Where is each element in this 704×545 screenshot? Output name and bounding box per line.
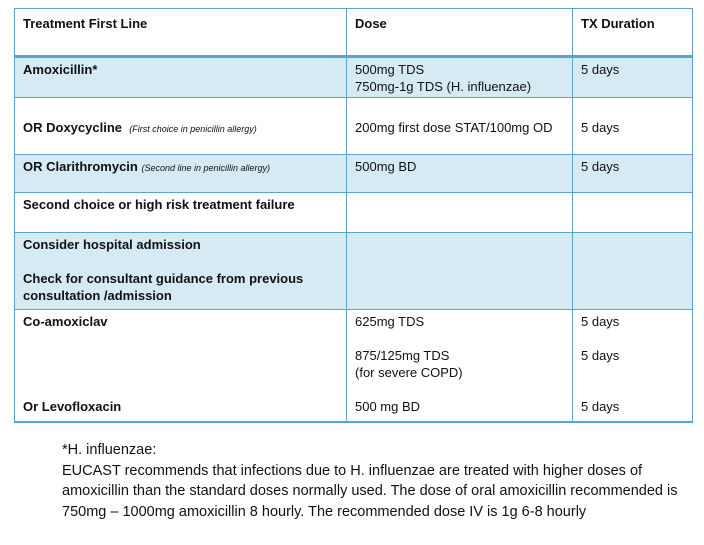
dose-line: 625mg TDS [355, 314, 425, 329]
table-row [15, 233, 693, 310]
duration: 5 days [573, 57, 693, 98]
treatment-note: (Second line in penicillin allergy) [141, 163, 271, 173]
duration: 5 days [573, 155, 693, 193]
table-row [15, 155, 693, 193]
footnote-title: *H. influenzae: [62, 442, 157, 458]
treatment-name: Or Levofloxacin [23, 399, 122, 414]
footnote [62, 440, 698, 522]
dose-line: 500mg TDS [355, 62, 425, 77]
treatment-name: OR Clarithromycin [23, 159, 138, 174]
table-row [15, 98, 693, 155]
treatment-note: (First choice in penicillin allergy) [129, 124, 257, 134]
header-treatment: Treatment First Line [15, 9, 347, 57]
header-dose: Dose [347, 9, 573, 57]
treatment-name: Second choice or high risk treatment failure [23, 197, 295, 212]
treatment-line: Check for consultant guidance from previous consultation /admission [23, 271, 304, 303]
duration: 5 days [581, 348, 620, 363]
table-row [15, 57, 693, 98]
duration: 5 days [581, 399, 620, 414]
dose-line: 500 mg BD [355, 399, 421, 414]
dose-line: 200mg first dose STAT/100mg OD [355, 120, 553, 135]
dose-note: (for severe COPD) [355, 365, 463, 380]
treatment-name: OR Doxycycline [23, 120, 122, 135]
table-row [15, 193, 693, 233]
treatment-name: Co-amoxiclav [23, 314, 108, 329]
dose-line: 750mg-1g TDS (H. influenzae) [355, 79, 532, 94]
footnote-text: EUCAST recommends that infections due to H. influenzae are treated with higher doses of amoxicillin than the standard doses normally used. The dose of oral amoxicillin recommended is 750mg – 1000mg amoxicillin 8 hourly. The recommended dose IV is 1g 6-8 hourly [62, 462, 678, 520]
treatment-line: Consider hospital admission [23, 237, 201, 252]
treatment-name: Amoxicillin* [23, 62, 98, 77]
header-duration: TX Duration [573, 9, 693, 57]
duration: 5 days [573, 98, 693, 155]
duration: 5 days [581, 314, 620, 329]
treatment-table [14, 8, 693, 423]
header-row [15, 9, 693, 57]
dose-line: 500mg BD [355, 159, 417, 174]
table-row [15, 310, 693, 423]
dose-line: 875/125mg TDS [355, 348, 450, 363]
